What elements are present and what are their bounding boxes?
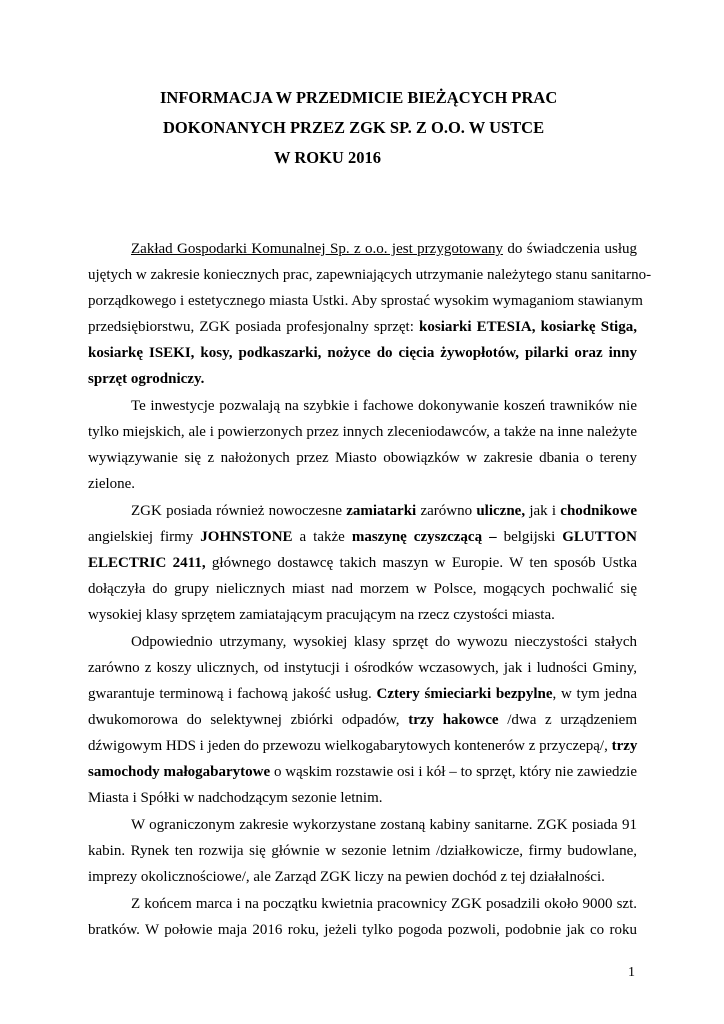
paragraph-5-line: imprezy okolicznościowe/, ale Zarząd ZGK liczy na pewien dochód z tej działalności.	[88, 869, 605, 885]
paragraph-3-line: wysokiej klasy sprzętem zamiatającym pracującym na rzecz czystości miasta.	[88, 607, 555, 623]
paragraph-6-line: bratków. W połowie maja 2016 roku, jeżeli tylko pogoda pozwoli, podobnie jak co roku	[88, 922, 637, 938]
paragraph-2-line: wywiązywanie się z nałożonych przez Miasto obowiązków w zakresie dbania o tereny	[88, 450, 637, 466]
title-line-3: W ROKU 2016	[274, 148, 381, 167]
company-name-underlined: Zakład Gospodarki Komunalnej Sp. z o.o. jest przygotowany	[131, 241, 503, 257]
title-line-1: INFORMACJA W PRZEDMICIE BIEŻĄCYCH PRAC	[160, 88, 558, 107]
paragraph-3-line: angielskiej firmy JOHNSTONE a także maszynę czyszczącą – belgijski GLUTTON	[88, 529, 637, 545]
title-line-2: DOKONANYCH PRZEZ ZGK SP. Z O.O. W USTCE	[163, 118, 545, 137]
paragraph-5-line: W ograniczonym zakresie wykorzystane zostaną kabiny sanitarne. ZGK posiada 91	[131, 817, 637, 833]
paragraph-4-line: zarówno z koszy ulicznych, od instytucji i ośrodków wczasowych, jak i ludności Gminy,	[88, 660, 637, 676]
paragraph-4-line: Miasta i Spółki w nadchodzącym sezonie letnim.	[88, 790, 383, 806]
paragraph-5-line: kabin. Rynek ten rozwija się głównie w sezonie letnim /działkowicze, firmy budowlane,	[88, 843, 637, 859]
paragraph-4-line: samochody małogabarytowe o wąskim rozstawie osi i kół – to sprzęt, który nie zawiedzie	[88, 764, 637, 780]
paragraph-4-line: dwukomorowa do selektywnej zbiórki odpadów, trzy hakowce /dwa z urządzeniem	[88, 712, 637, 728]
paragraph-4-line: gwarantuje terminową i fachową jakość usług. Cztery śmieciarki bezpylne, w tym jedna	[88, 686, 637, 702]
paragraph-2-line: Te inwestycje pozwalają na szybkie i fachowe dokonywanie koszeń trawników nie	[131, 398, 637, 414]
paragraph-1-line: kosiarkę ISEKI, kosy, podkaszarki, nożyce do cięcia żywopłotów, pilarki oraz inny	[88, 345, 637, 361]
paragraph-3-line: dołączyła do grupy nielicznych miast nad morzem w Polsce, mogących pochwalić się	[88, 581, 637, 597]
paragraph-4-line: dźwigowym HDS i jeden do przewozu wielkogabarytowych kontenerów z przyczepą/, trzy	[88, 738, 638, 754]
paragraph-6-line: Z końcem marca i na początku kwietnia pracownicy ZGK posadzili około 9000 szt.	[131, 896, 637, 912]
paragraph-4-line: Odpowiednio utrzymany, wysokiej klasy sprzęt do wywozu nieczystości stałych	[131, 634, 637, 650]
paragraph-1-line: przedsiębiorstwu, ZGK posiada profesjonalny sprzęt: kosiarki ETESIA, kosiarkę Stiga,	[88, 319, 637, 335]
paragraph-1-line: porządkowego i estetycznego miasta Ustki. Aby sprostać wysokim wymaganiom stawianym	[88, 293, 643, 309]
paragraph-1-line: ujętych w zakresie koniecznych prac, zapewniających utrzymanie należytego stanu sanitarno-	[88, 267, 652, 283]
paragraph-3-line: ELECTRIC 2411, głównego dostawcę takich maszyn w Europie. W ten sposób Ustka	[88, 555, 637, 571]
paragraph-1-line: sprzęt ogrodniczy.	[88, 371, 205, 387]
paragraph-2-line: zielone.	[88, 476, 136, 492]
paragraph-1-line: Zakład Gospodarki Komunalnej Sp. z o.o. jest przygotowany do świadczenia usług	[131, 241, 637, 257]
paragraph-3-line: ZGK posiada również nowoczesne zamiatarki zarówno uliczne, jak i chodnikowe	[131, 503, 637, 519]
paragraph-2-line: tylko miejskich, ale i powierzonych przez innych zleceniodawców, a także na inne należyte	[88, 424, 637, 440]
page-number: 1	[628, 965, 635, 980]
